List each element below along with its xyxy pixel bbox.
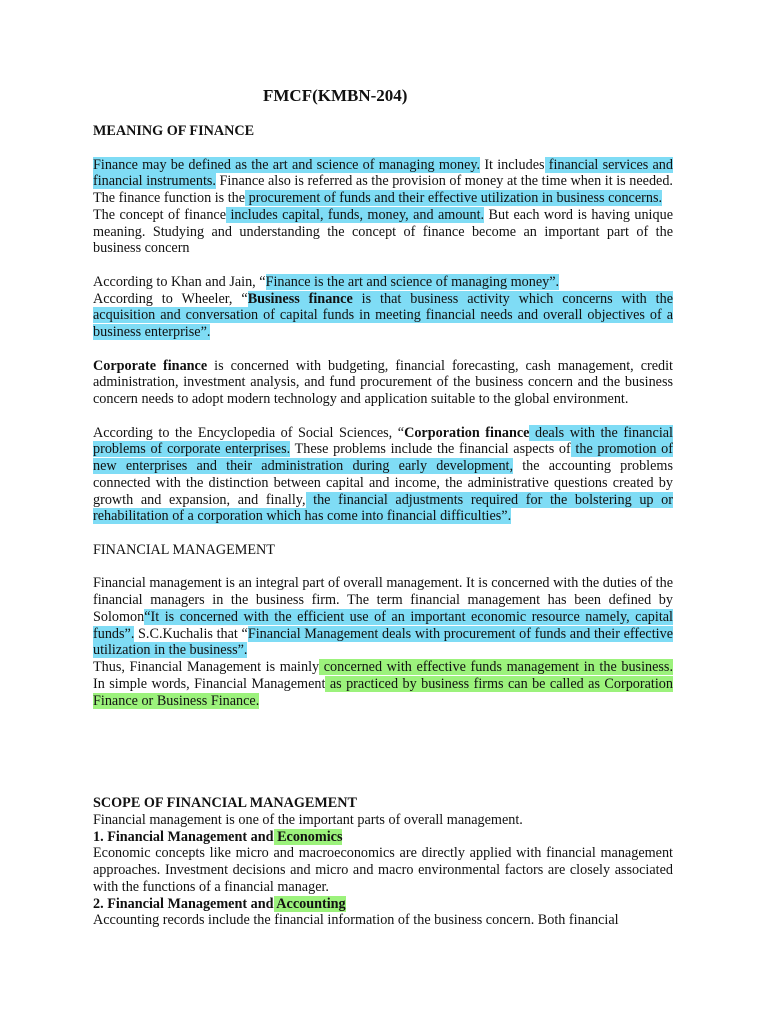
text-run: 2. Financial Management and [93, 895, 274, 912]
highlighted-text: is that business activity which concerns with the acquisition and conversation of capital funds in meeting financial needs and overall objectives of a business enterprise”. [93, 290, 674, 340]
text-run: The concept of finance [93, 206, 227, 223]
highlighted-text: Finance may be defined as the art and science of managing money. [93, 156, 481, 173]
text-run: 1. Financial Management and [93, 828, 274, 845]
meaning-section [93, 123, 673, 709]
highlighted-text: the financial adjustments required for the bolstering up or rehabilitation of a corporation which has come into financial difficulties”. [93, 491, 673, 525]
highlighted-text: Finance is the art and science of managing money”. [265, 273, 560, 290]
scope-item-accounting-text: Accounting records include the financial information of the business concern. Both financial [93, 912, 619, 929]
text-run: the accounting problems connected with the distinction between capital and income, the administrative questions created by growth and expansion, and finally, [93, 458, 673, 508]
text-run: According to Wheeler, “ [93, 290, 248, 307]
scope-section [93, 795, 673, 929]
green-highlighted-text: concerned with effective funds management in the business. [319, 659, 673, 675]
financial-management-paragraph [93, 575, 673, 659]
text-run: S.C.Kuchalis that “ [134, 625, 248, 642]
encyclopedia-paragraph [93, 425, 673, 526]
scope-item-economics-text: Economic concepts like micro and macroeconomics are directly applied with financial management approaches. Investment decisions and micro and macro environmental factors are closely associated with the functions of a financial manager. [93, 845, 673, 895]
bold-term: Corporation finance [404, 424, 530, 441]
highlighted-text: financial services and financial instruments. [93, 156, 673, 190]
green-highlighted-text: Economics [273, 828, 343, 845]
scope-heading: SCOPE OF FINANCIAL MANAGEMENT [93, 795, 357, 811]
highlighted-text: the promotion of new enterprises and their administration during early development, [93, 441, 674, 474]
bold-highlighted-text: Business finance [247, 290, 353, 307]
finance-definition-paragraph [93, 157, 673, 207]
text-run: According to Khan and Jain, “ [93, 273, 266, 290]
text-run: In simple words, Financial Management [93, 675, 326, 692]
text-run: Financial management is an integral part of overall management. It is concerned with the duties of the financial managers in the business firm. The term financial management has been defined by Solomon [93, 575, 673, 625]
document-title: FMCF(KMBN-204) [263, 86, 408, 105]
scope-item-economics-heading [93, 829, 673, 846]
bold-term: Corporate finance [93, 357, 208, 374]
highlighted-text: Financial Management deals with procurement of funds and their effective utilization in the business”. [93, 625, 673, 659]
green-highlighted-text: Accounting [273, 895, 346, 912]
scope-item-accounting-heading [93, 896, 673, 913]
green-highlighted-text: as practiced by business firms can be called as Corporation Finance or Business Finance. [93, 675, 673, 709]
text-run: But each word is having unique meaning. Studying and understanding the concept of finance become an important part of the business concern [93, 206, 673, 257]
financial-management-heading: FINANCIAL MANAGEMENT [93, 541, 275, 558]
text-run: Thus, Financial Management is mainly [93, 659, 320, 675]
text-run: These problems include the financial aspects of [290, 441, 571, 458]
text-run: It includes [480, 156, 545, 173]
highlighted-text: includes capital, funds, money, and amount. [226, 206, 485, 223]
highlighted-text: deals with the financial problems of corporate enterprises. [93, 424, 673, 458]
scope-intro: Financial management is one of the important parts of overall management. [93, 811, 523, 828]
concept-paragraph [93, 207, 673, 257]
meaning-heading: MEANING OF FINANCE [93, 123, 255, 139]
corporate-finance-paragraph [93, 358, 673, 408]
text-run: is concerned with budgeting, financial forecasting, cash management, credit administration, investment analysis, and fund procurement of the business concern and the business concern needs to adopt modern technology and application suitable to the global environment. [93, 357, 674, 407]
highlighted-text: “It is concerned with the efficient use of an important economic resource namely, capital funds”. [93, 608, 673, 642]
thus-paragraph [93, 659, 673, 709]
text-run: According to the Encyclopedia of Social Sciences, “ [93, 424, 405, 441]
text-run: Finance also is referred as the provision of money at the time when it is needed. The finance function is the [93, 173, 673, 206]
khan-jain-quote [93, 274, 673, 291]
wheeler-quote [93, 291, 673, 341]
highlighted-text: procurement of funds and their effective utilization in business concerns. [245, 190, 663, 206]
